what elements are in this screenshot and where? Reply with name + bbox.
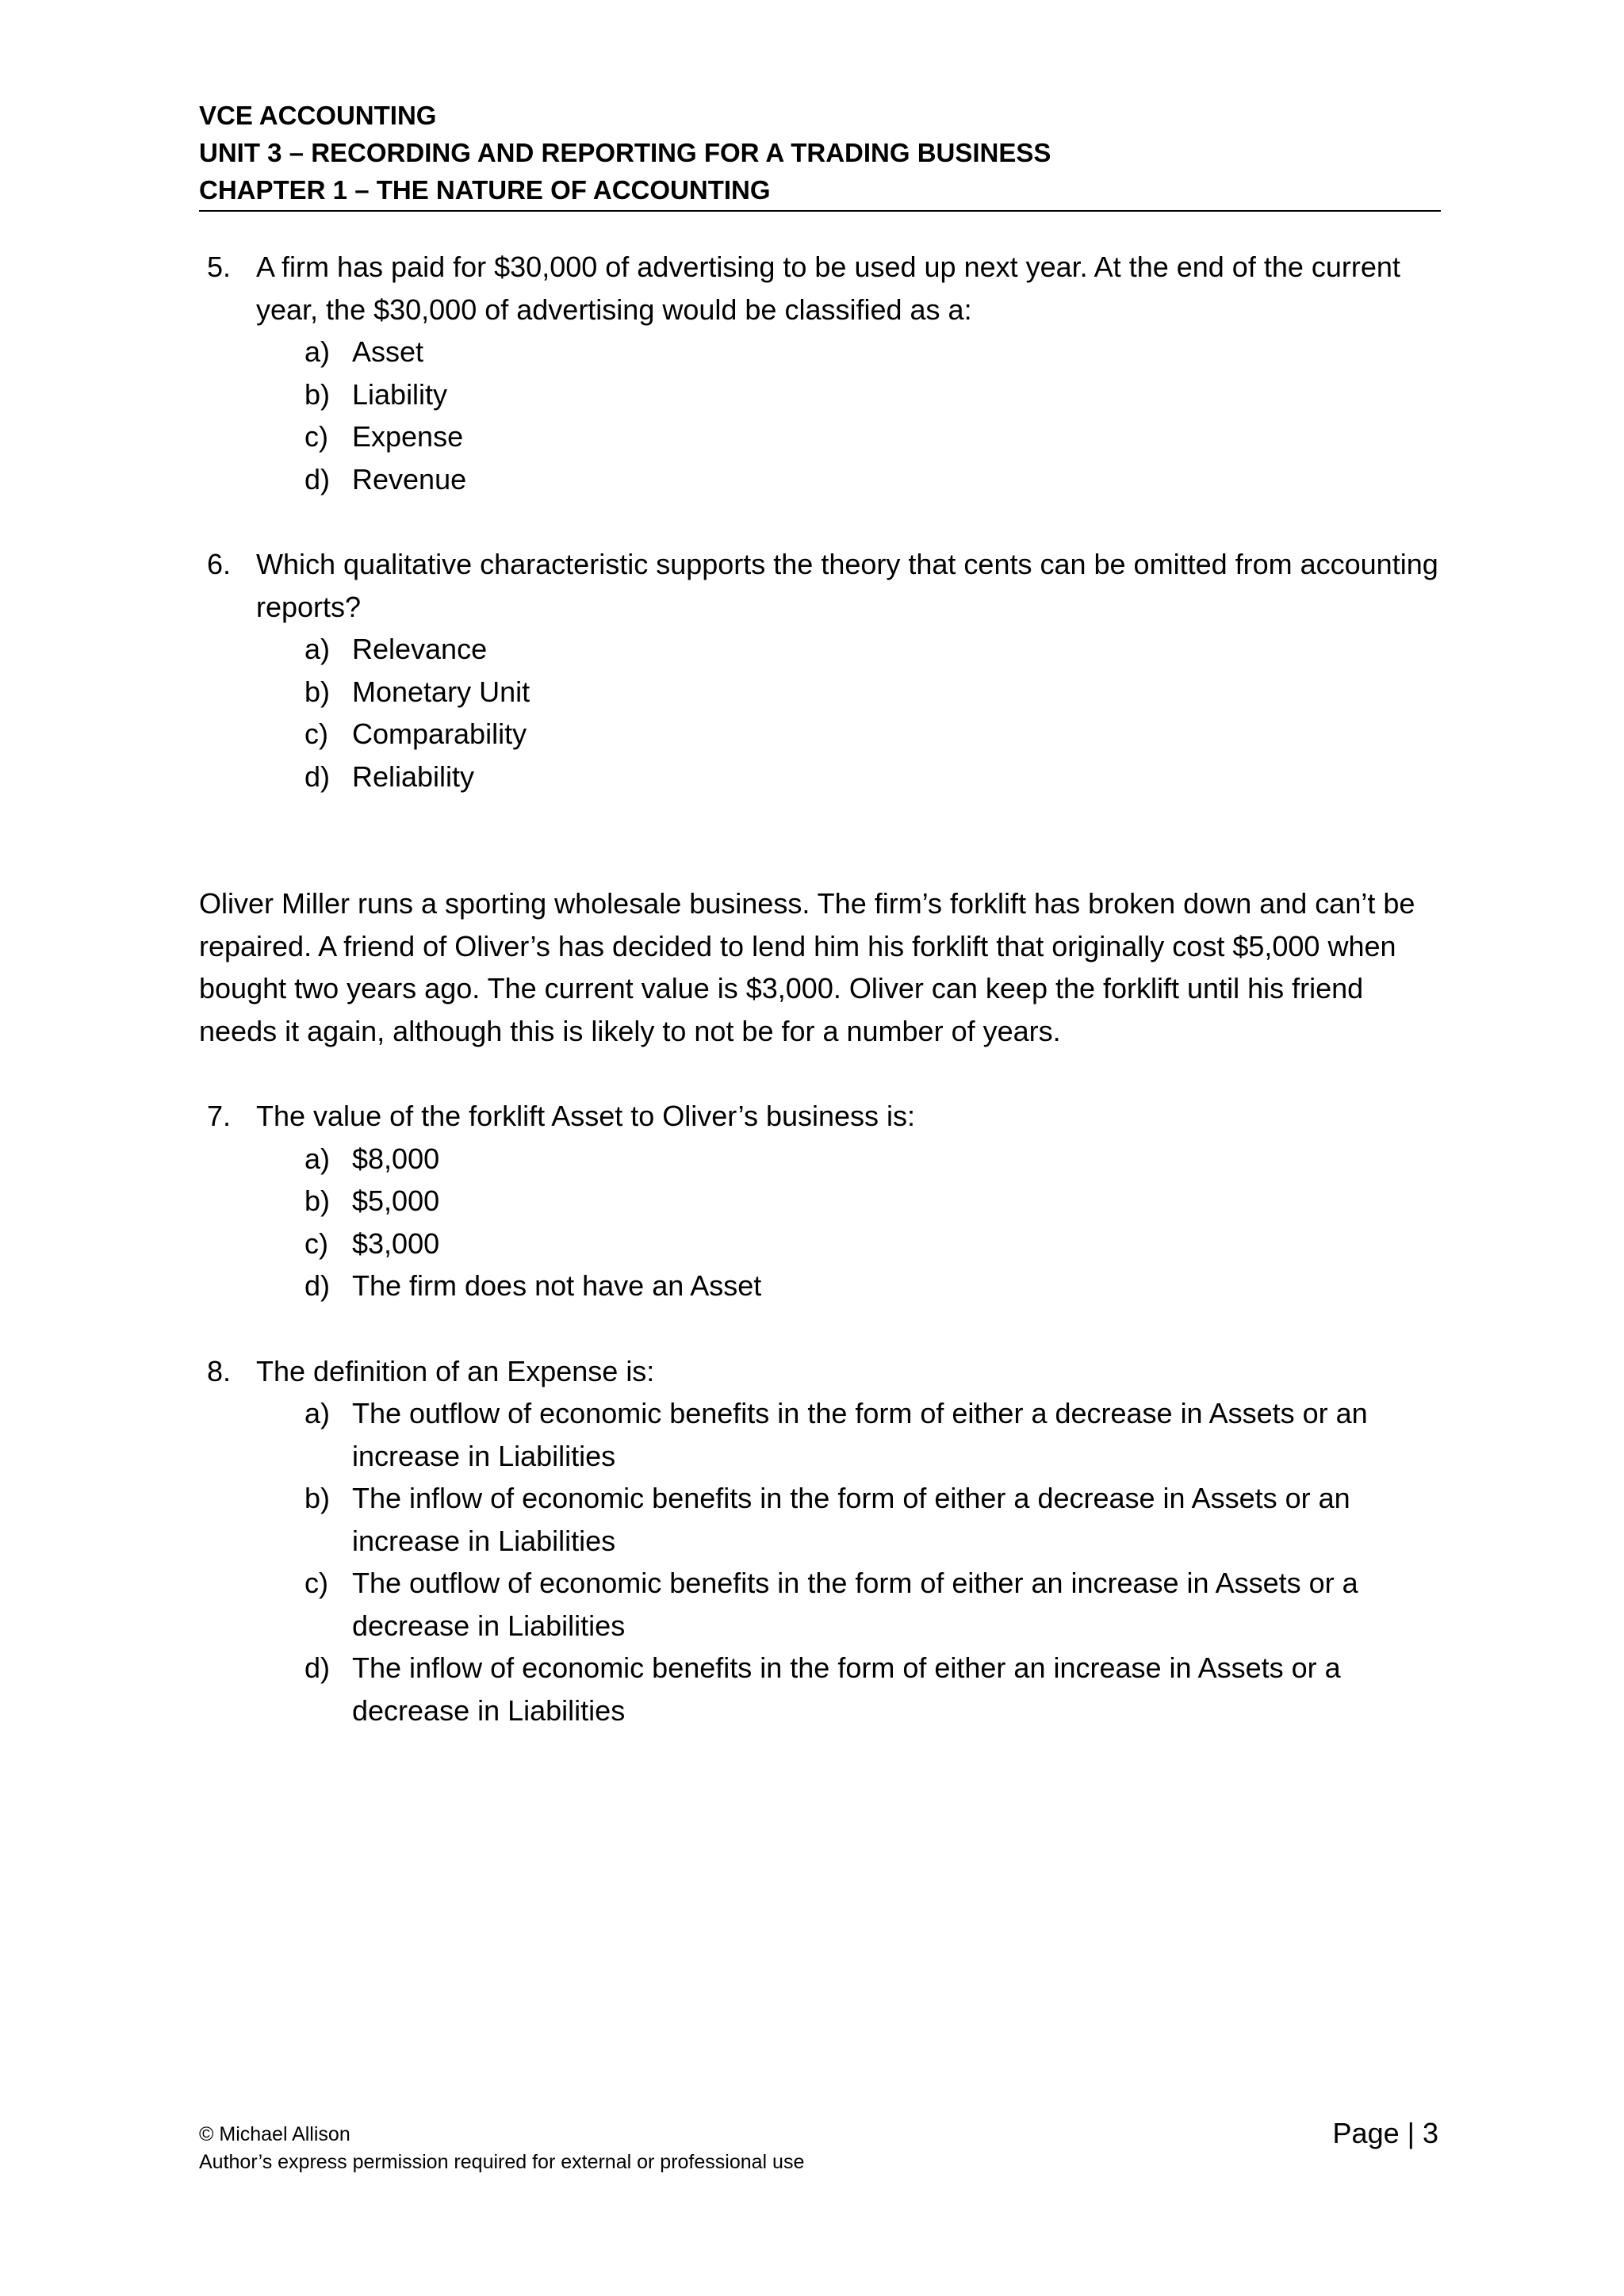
option-letter: a)	[304, 335, 331, 368]
page-number: Page | 3	[1332, 2117, 1438, 2149]
option-text: $5,000	[352, 1184, 440, 1217]
option-item	[256, 671, 1441, 714]
question-text: The definition of an Expense is:	[256, 1354, 655, 1387]
option-item	[256, 1223, 1441, 1265]
option-letter: c)	[304, 1226, 328, 1260]
copyright-notice: © Michael Allison	[199, 2123, 350, 2145]
option-letter: a)	[304, 1397, 331, 1429]
option-text: Revenue	[352, 462, 467, 496]
option-text: Reliability	[352, 760, 475, 793]
option-item	[256, 1562, 1441, 1647]
header-unit: UNIT 3 – RECORDING AND REPORTING FOR A TRADING BUSINESS	[199, 138, 1051, 167]
question-number: 5.	[207, 251, 232, 283]
question-5	[199, 246, 1441, 500]
header-chapter: CHAPTER 1 – THE NATURE OF ACCOUNTING	[199, 175, 771, 205]
option-item	[256, 458, 1441, 501]
question-number: 8.	[207, 1354, 232, 1387]
option-item	[256, 1477, 1441, 1562]
scenario-paragraph: Oliver Miller runs a sporting wholesale business. The firm’s forklift has broken down and can’t be repaired. A friend of Oliver’s has decided to lend him his forklift that originally cost $5,000 when bought two years ago. The current value is $3,000. Oliver can keep the forklift until his friend needs it again, although this is likely to not be for a number of years.	[199, 887, 1415, 1047]
option-list	[256, 1392, 1441, 1732]
option-text: Monetary Unit	[352, 675, 530, 708]
option-letter: d)	[304, 1269, 331, 1302]
question-number: 6.	[207, 548, 232, 580]
option-letter: d)	[304, 462, 331, 496]
option-text: The inflow of economic benefits in the form of either an increase in Assets or a decrease in Liabilities	[352, 1651, 1341, 1727]
option-letter: a)	[304, 633, 331, 665]
option-item	[256, 713, 1441, 756]
option-text: Liability	[352, 377, 448, 411]
option-letter: c)	[304, 718, 328, 750]
option-letter: c)	[304, 420, 328, 453]
option-item	[256, 373, 1441, 416]
option-letter: b)	[304, 1482, 331, 1514]
option-item	[256, 415, 1441, 458]
option-text: Relevance	[352, 633, 488, 665]
option-list	[256, 628, 1441, 798]
option-list	[256, 1138, 1441, 1307]
question-6	[199, 543, 1441, 798]
option-text: Expense	[352, 420, 464, 453]
option-list	[256, 331, 1441, 500]
option-text: The inflow of economic benefits in the form of either a decrease in Assets or an increase in Liabilities	[352, 1482, 1350, 1557]
question-text: The value of the forklift Asset to Oliver’s business is:	[256, 1100, 916, 1132]
question-text: Which qualitative characteristic supports the theory that cents can be omitted from accounting reports?	[256, 548, 1438, 623]
question-8	[199, 1350, 1441, 1732]
option-item	[256, 1265, 1441, 1307]
option-text: The firm does not have an Asset	[352, 1269, 762, 1302]
option-item	[256, 628, 1441, 671]
option-letter: b)	[304, 377, 331, 411]
option-letter: a)	[304, 1142, 331, 1175]
page-header	[199, 97, 1441, 212]
option-letter: b)	[304, 675, 331, 708]
option-text: The outflow of economic benefits in the form of either a decrease in Assets or an increase in Liabilities	[352, 1397, 1368, 1472]
option-item	[256, 1180, 1441, 1223]
question-number: 7.	[207, 1100, 232, 1132]
question-7	[199, 1095, 1441, 1307]
option-text: The outflow of economic benefits in the form of either an increase in Assets or a decrease in Liabilities	[352, 1567, 1358, 1642]
page-content	[199, 246, 1441, 1732]
option-item	[256, 1647, 1441, 1732]
option-letter: d)	[304, 1651, 331, 1684]
page-footer	[199, 2121, 804, 2176]
option-text: Asset	[352, 335, 424, 368]
header-subject: VCE ACCOUNTING	[199, 101, 437, 130]
option-item	[256, 1138, 1441, 1181]
option-item	[256, 1392, 1441, 1477]
question-text: A firm has paid for $30,000 of advertising to be used up next year. At the end of the current year, the $30,000 of advertising would be classified as a:	[256, 251, 1400, 326]
option-letter: d)	[304, 760, 331, 793]
option-letter: c)	[304, 1567, 328, 1599]
permission-notice: Author’s express permission required for external or professional use	[199, 2151, 805, 2173]
option-item	[256, 331, 1441, 373]
option-text: $8,000	[352, 1142, 440, 1175]
option-text: Comparability	[352, 718, 527, 750]
option-letter: b)	[304, 1184, 331, 1217]
option-item	[256, 756, 1441, 798]
option-text: $3,000	[352, 1226, 440, 1260]
